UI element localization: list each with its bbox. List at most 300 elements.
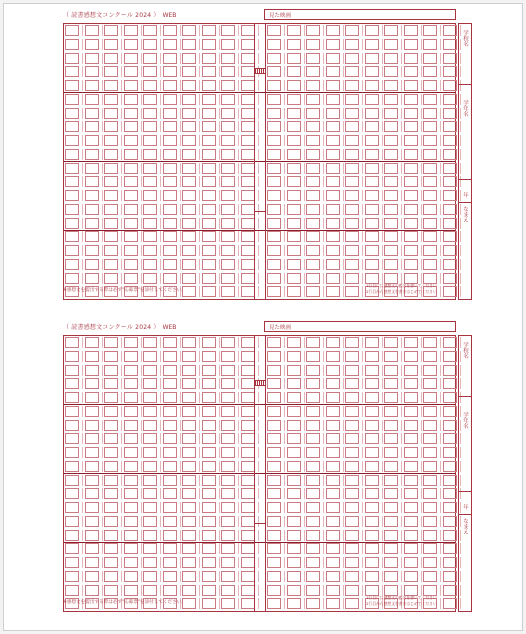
grid-cell[interactable]: [182, 259, 196, 270]
grid-cell[interactable]: [163, 273, 177, 284]
grid-cell[interactable]: [241, 218, 255, 229]
grid-cell[interactable]: [345, 585, 359, 596]
grid-cell[interactable]: [163, 557, 177, 568]
grid-cell[interactable]: [326, 378, 340, 389]
grid-cell[interactable]: [104, 378, 118, 389]
grid-cell[interactable]: [306, 351, 320, 362]
grid-cell[interactable]: [306, 25, 320, 36]
grid-cell[interactable]: [423, 461, 437, 472]
grid-cell[interactable]: [326, 218, 340, 229]
grid-cell[interactable]: [241, 25, 255, 36]
grid-cell[interactable]: [104, 433, 118, 444]
grid-cell[interactable]: [124, 121, 138, 132]
grid-cell[interactable]: [365, 557, 379, 568]
grid-cell[interactable]: [163, 135, 177, 146]
grid-cell[interactable]: [404, 121, 418, 132]
grid-cell[interactable]: [443, 108, 457, 119]
grid-cell[interactable]: [182, 516, 196, 527]
grid-cell[interactable]: [345, 149, 359, 160]
grid-cell[interactable]: [384, 516, 398, 527]
grid-cell[interactable]: [423, 259, 437, 270]
grid-cell[interactable]: [241, 530, 255, 541]
grid-cell[interactable]: [345, 286, 359, 297]
grid-cell[interactable]: [306, 502, 320, 513]
grid-cell[interactable]: [104, 365, 118, 376]
grid-cell[interactable]: [423, 121, 437, 132]
grid-cell[interactable]: [182, 80, 196, 91]
grid-cell[interactable]: [306, 392, 320, 403]
grid-cell[interactable]: [404, 392, 418, 403]
grid-cell[interactable]: [443, 475, 457, 486]
grid-cell[interactable]: [267, 25, 281, 36]
grid-cell[interactable]: [423, 176, 437, 187]
grid-cell[interactable]: [306, 516, 320, 527]
grid-cell[interactable]: [404, 337, 418, 348]
grid-cell[interactable]: [143, 39, 157, 50]
grid-cell[interactable]: [143, 530, 157, 541]
grid-cell[interactable]: [65, 461, 79, 472]
grid-cell[interactable]: [143, 337, 157, 348]
grid-cell[interactable]: [443, 245, 457, 256]
grid-cell[interactable]: [365, 163, 379, 174]
grid-cell[interactable]: [404, 39, 418, 50]
grid-cell[interactable]: [85, 39, 99, 50]
grid-cell[interactable]: [326, 433, 340, 444]
grid-cell[interactable]: [124, 245, 138, 256]
grid-cell[interactable]: [85, 585, 99, 596]
grid-cell[interactable]: [267, 337, 281, 348]
grid-cell[interactable]: [267, 149, 281, 160]
grid-cell[interactable]: [326, 121, 340, 132]
grid-cell[interactable]: [241, 433, 255, 444]
grid-cell[interactable]: [384, 245, 398, 256]
grid-cell[interactable]: [423, 135, 437, 146]
grid-cell[interactable]: [326, 80, 340, 91]
grid-cell[interactable]: [443, 39, 457, 50]
grid-cell[interactable]: [326, 461, 340, 472]
grid-cell[interactable]: [221, 475, 235, 486]
grid-cell[interactable]: [221, 231, 235, 242]
grid-cell[interactable]: [423, 585, 437, 596]
grid-cell[interactable]: [326, 488, 340, 499]
grid-cell[interactable]: [443, 447, 457, 458]
grid-cell[interactable]: [85, 163, 99, 174]
grid-cell[interactable]: [287, 530, 301, 541]
grid-cell[interactable]: [267, 516, 281, 527]
grid-cell[interactable]: [345, 245, 359, 256]
grid-cell[interactable]: [163, 530, 177, 541]
grid-cell[interactable]: [182, 190, 196, 201]
grid-cell[interactable]: [202, 66, 216, 77]
grid-cell[interactable]: [443, 406, 457, 417]
grid-cell[interactable]: [365, 204, 379, 215]
grid-cell[interactable]: [143, 218, 157, 229]
grid-cell[interactable]: [306, 66, 320, 77]
grid-cell[interactable]: [326, 351, 340, 362]
grid-cell[interactable]: [65, 231, 79, 242]
grid-cell[interactable]: [241, 557, 255, 568]
grid-cell[interactable]: [85, 176, 99, 187]
grid-cell[interactable]: [202, 543, 216, 554]
grid-cell[interactable]: [287, 502, 301, 513]
grid-cell[interactable]: [404, 571, 418, 582]
grid-cell[interactable]: [384, 461, 398, 472]
grid-cell[interactable]: [365, 108, 379, 119]
grid-cell[interactable]: [287, 516, 301, 527]
grid-cell[interactable]: [241, 337, 255, 348]
grid-cell[interactable]: [163, 176, 177, 187]
grid-cell[interactable]: [85, 204, 99, 215]
grid-cell[interactable]: [365, 94, 379, 105]
grid-cell[interactable]: [326, 135, 340, 146]
grid-cell[interactable]: [326, 94, 340, 105]
grid-cell[interactable]: [287, 543, 301, 554]
grid-cell[interactable]: [365, 406, 379, 417]
grid-cell[interactable]: [267, 286, 281, 297]
grid-cell[interactable]: [267, 598, 281, 609]
grid-cell[interactable]: [221, 557, 235, 568]
grid-cell[interactable]: [443, 231, 457, 242]
grid-cell[interactable]: [65, 273, 79, 284]
grid-cell[interactable]: [404, 94, 418, 105]
grid-cell[interactable]: [326, 25, 340, 36]
grid-cell[interactable]: [365, 259, 379, 270]
grid-cell[interactable]: [404, 557, 418, 568]
grid-cell[interactable]: [384, 121, 398, 132]
grid-cell[interactable]: [384, 571, 398, 582]
grid-cell[interactable]: [306, 245, 320, 256]
grid-cell[interactable]: [326, 108, 340, 119]
grid-cell[interactable]: [365, 447, 379, 458]
grid-cell[interactable]: [306, 259, 320, 270]
grid-cell[interactable]: [404, 176, 418, 187]
grid-cell[interactable]: [124, 351, 138, 362]
grid-cell[interactable]: [163, 461, 177, 472]
grid-cell[interactable]: [287, 176, 301, 187]
grid-cell[interactable]: [443, 176, 457, 187]
grid-cell[interactable]: [404, 25, 418, 36]
grid-cell[interactable]: [182, 433, 196, 444]
grid-cell[interactable]: [104, 259, 118, 270]
grid-cell[interactable]: [65, 406, 79, 417]
grid-cell[interactable]: [163, 163, 177, 174]
grid-cell[interactable]: [202, 406, 216, 417]
grid-cell[interactable]: [65, 149, 79, 160]
grid-cell[interactable]: [345, 488, 359, 499]
grid-cell[interactable]: [306, 218, 320, 229]
grid-cell[interactable]: [267, 392, 281, 403]
grid-cell[interactable]: [306, 94, 320, 105]
grid-cell[interactable]: [221, 218, 235, 229]
grid-cell[interactable]: [241, 259, 255, 270]
grid-cell[interactable]: [163, 365, 177, 376]
grid-cell[interactable]: [202, 571, 216, 582]
grid-cell[interactable]: [163, 39, 177, 50]
grid-cell[interactable]: [85, 259, 99, 270]
grid-cell[interactable]: [443, 286, 457, 297]
grid-cell[interactable]: [163, 447, 177, 458]
grid-cell[interactable]: [143, 585, 157, 596]
grid-cell[interactable]: [221, 392, 235, 403]
grid-cell[interactable]: [287, 598, 301, 609]
grid-cell[interactable]: [85, 502, 99, 513]
grid-cell[interactable]: [163, 231, 177, 242]
grid-cell[interactable]: [202, 447, 216, 458]
grid-cell[interactable]: [241, 351, 255, 362]
grid-cell[interactable]: [124, 273, 138, 284]
grid-cell[interactable]: [65, 447, 79, 458]
grid-cell[interactable]: [384, 365, 398, 376]
grid-cell[interactable]: [443, 66, 457, 77]
grid-cell[interactable]: [365, 273, 379, 284]
grid-cell[interactable]: [104, 557, 118, 568]
grid-cell[interactable]: [104, 176, 118, 187]
grid-cell[interactable]: [326, 337, 340, 348]
grid-cell[interactable]: [267, 351, 281, 362]
grid-cell[interactable]: [124, 25, 138, 36]
grid-cell[interactable]: [287, 231, 301, 242]
grid-cell[interactable]: [221, 571, 235, 582]
grid-cell[interactable]: [404, 163, 418, 174]
grid-cell[interactable]: [221, 176, 235, 187]
grid-cell[interactable]: [365, 218, 379, 229]
grid-cell[interactable]: [163, 218, 177, 229]
grid-cell[interactable]: [65, 190, 79, 201]
grid-cell[interactable]: [267, 176, 281, 187]
grid-cell[interactable]: [423, 245, 437, 256]
grid-cell[interactable]: [104, 149, 118, 160]
grid-cell[interactable]: [143, 433, 157, 444]
grid-cell[interactable]: [182, 488, 196, 499]
grid-cell[interactable]: [384, 530, 398, 541]
grid-cell[interactable]: [326, 245, 340, 256]
grid-cell[interactable]: [306, 406, 320, 417]
grid-cell[interactable]: [443, 488, 457, 499]
grid-cell[interactable]: [404, 378, 418, 389]
grid-cell[interactable]: [143, 543, 157, 554]
grid-cell[interactable]: [163, 406, 177, 417]
grid-cell[interactable]: [404, 204, 418, 215]
grid-cell[interactable]: [163, 351, 177, 362]
grid-cell[interactable]: [65, 66, 79, 77]
grid-cell[interactable]: [163, 80, 177, 91]
grid-cell[interactable]: [267, 135, 281, 146]
grid-cell[interactable]: [124, 190, 138, 201]
grid-cell[interactable]: [202, 80, 216, 91]
grid-cell[interactable]: [384, 190, 398, 201]
grid-cell[interactable]: [443, 461, 457, 472]
grid-cell[interactable]: [345, 121, 359, 132]
grid-cell[interactable]: [182, 337, 196, 348]
grid-cell[interactable]: [143, 190, 157, 201]
grid-cell[interactable]: [182, 585, 196, 596]
grid-cell[interactable]: [104, 585, 118, 596]
grid-cell[interactable]: [345, 571, 359, 582]
grid-cell[interactable]: [306, 378, 320, 389]
grid-cell[interactable]: [241, 190, 255, 201]
grid-cell[interactable]: [306, 447, 320, 458]
grid-cell[interactable]: [202, 204, 216, 215]
grid-cell[interactable]: [423, 502, 437, 513]
grid-cell[interactable]: [443, 351, 457, 362]
grid-cell[interactable]: [423, 163, 437, 174]
grid-cell[interactable]: [124, 585, 138, 596]
grid-cell[interactable]: [182, 231, 196, 242]
grid-cell[interactable]: [221, 259, 235, 270]
grid-cell[interactable]: [163, 204, 177, 215]
grid-cell[interactable]: [326, 516, 340, 527]
grid-cell[interactable]: [143, 447, 157, 458]
grid-cell[interactable]: [182, 557, 196, 568]
grid-cell[interactable]: [182, 149, 196, 160]
grid-cell[interactable]: [326, 475, 340, 486]
grid-cell[interactable]: [345, 108, 359, 119]
grid-cell[interactable]: [65, 365, 79, 376]
grid-cell[interactable]: [143, 25, 157, 36]
grid-cell[interactable]: [365, 149, 379, 160]
grid-cell[interactable]: [241, 392, 255, 403]
grid-cell[interactable]: [85, 337, 99, 348]
grid-cell[interactable]: [143, 378, 157, 389]
grid-cell[interactable]: [182, 543, 196, 554]
grid-cell[interactable]: [267, 163, 281, 174]
grid-cell[interactable]: [365, 80, 379, 91]
grid-cell[interactable]: [365, 420, 379, 431]
grid-cell[interactable]: [267, 108, 281, 119]
grid-cell[interactable]: [423, 273, 437, 284]
grid-cell[interactable]: [345, 475, 359, 486]
grid-cell[interactable]: [221, 273, 235, 284]
grid-cell[interactable]: [423, 557, 437, 568]
grid-cell[interactable]: [326, 365, 340, 376]
grid-cell[interactable]: [345, 204, 359, 215]
grid-cell[interactable]: [326, 273, 340, 284]
grid-cell[interactable]: [267, 121, 281, 132]
grid-cell[interactable]: [85, 351, 99, 362]
grid-cell[interactable]: [267, 190, 281, 201]
grid-cell[interactable]: [124, 204, 138, 215]
grid-cell[interactable]: [221, 25, 235, 36]
grid-cell[interactable]: [287, 461, 301, 472]
grid-cell[interactable]: [287, 94, 301, 105]
grid-cell[interactable]: [221, 337, 235, 348]
grid-cell[interactable]: [267, 406, 281, 417]
grid-cell[interactable]: [143, 420, 157, 431]
grid-cell[interactable]: [221, 163, 235, 174]
grid-cell[interactable]: [287, 337, 301, 348]
grid-cell[interactable]: [287, 121, 301, 132]
grid-cell[interactable]: [345, 461, 359, 472]
grid-cell[interactable]: [241, 598, 255, 609]
grid-cell[interactable]: [124, 557, 138, 568]
grid-cell[interactable]: [404, 80, 418, 91]
grid-cell[interactable]: [65, 530, 79, 541]
grid-cell[interactable]: [423, 66, 437, 77]
grid-cell[interactable]: [65, 420, 79, 431]
grid-cell[interactable]: [163, 337, 177, 348]
grid-cell[interactable]: [384, 337, 398, 348]
grid-cell[interactable]: [65, 516, 79, 527]
grid-cell[interactable]: [104, 53, 118, 64]
grid-cell[interactable]: [221, 447, 235, 458]
grid-cell[interactable]: [267, 231, 281, 242]
grid-cell[interactable]: [287, 557, 301, 568]
grid-cell[interactable]: [85, 121, 99, 132]
grid-cell[interactable]: [404, 543, 418, 554]
grid-cell[interactable]: [345, 39, 359, 50]
grid-cell[interactable]: [287, 351, 301, 362]
grid-cell[interactable]: [326, 176, 340, 187]
grid-cell[interactable]: [326, 543, 340, 554]
grid-cell[interactable]: [163, 502, 177, 513]
grid-cell[interactable]: [287, 204, 301, 215]
grid-cell[interactable]: [104, 461, 118, 472]
grid-cell[interactable]: [221, 245, 235, 256]
grid-cell[interactable]: [241, 543, 255, 554]
grid-cell[interactable]: [124, 571, 138, 582]
grid-cell[interactable]: [65, 502, 79, 513]
grid-cell[interactable]: [182, 39, 196, 50]
grid-cell[interactable]: [404, 351, 418, 362]
grid-cell[interactable]: [241, 94, 255, 105]
grid-cell[interactable]: [306, 365, 320, 376]
grid-cell[interactable]: [384, 433, 398, 444]
grid-cell[interactable]: [85, 543, 99, 554]
grid-cell[interactable]: [365, 461, 379, 472]
grid-cell[interactable]: [143, 365, 157, 376]
grid-cell[interactable]: [202, 259, 216, 270]
grid-cell[interactable]: [365, 190, 379, 201]
grid-cell[interactable]: [423, 516, 437, 527]
grid-cell[interactable]: [221, 365, 235, 376]
grid-cell[interactable]: [182, 461, 196, 472]
grid-cell[interactable]: [65, 585, 79, 596]
grid-cell[interactable]: [182, 163, 196, 174]
grid-cell[interactable]: [163, 516, 177, 527]
grid-cell[interactable]: [104, 502, 118, 513]
grid-cell[interactable]: [267, 66, 281, 77]
grid-cell[interactable]: [345, 176, 359, 187]
grid-cell[interactable]: [182, 571, 196, 582]
grid-cell[interactable]: [443, 163, 457, 174]
grid-cell[interactable]: [326, 204, 340, 215]
grid-cell[interactable]: [104, 392, 118, 403]
grid-cell[interactable]: [221, 80, 235, 91]
grid-cell[interactable]: [365, 543, 379, 554]
grid-cell[interactable]: [241, 365, 255, 376]
grid-cell[interactable]: [202, 39, 216, 50]
grid-cell[interactable]: [85, 94, 99, 105]
grid-cell[interactable]: [202, 337, 216, 348]
grid-cell[interactable]: [365, 392, 379, 403]
grid-cell[interactable]: [306, 204, 320, 215]
grid-cell[interactable]: [104, 337, 118, 348]
grid-cell[interactable]: [443, 337, 457, 348]
grid-cell[interactable]: [443, 543, 457, 554]
grid-cell[interactable]: [306, 39, 320, 50]
grid-cell[interactable]: [104, 488, 118, 499]
grid-cell[interactable]: [306, 176, 320, 187]
grid-cell[interactable]: [306, 475, 320, 486]
grid-cell[interactable]: [423, 530, 437, 541]
viewed-movie-field[interactable]: [264, 321, 456, 332]
grid-cell[interactable]: [85, 406, 99, 417]
grid-cell[interactable]: [404, 488, 418, 499]
grid-cell[interactable]: [124, 392, 138, 403]
grid-cell[interactable]: [443, 516, 457, 527]
grid-cell[interactable]: [326, 598, 340, 609]
grid-cell[interactable]: [287, 245, 301, 256]
